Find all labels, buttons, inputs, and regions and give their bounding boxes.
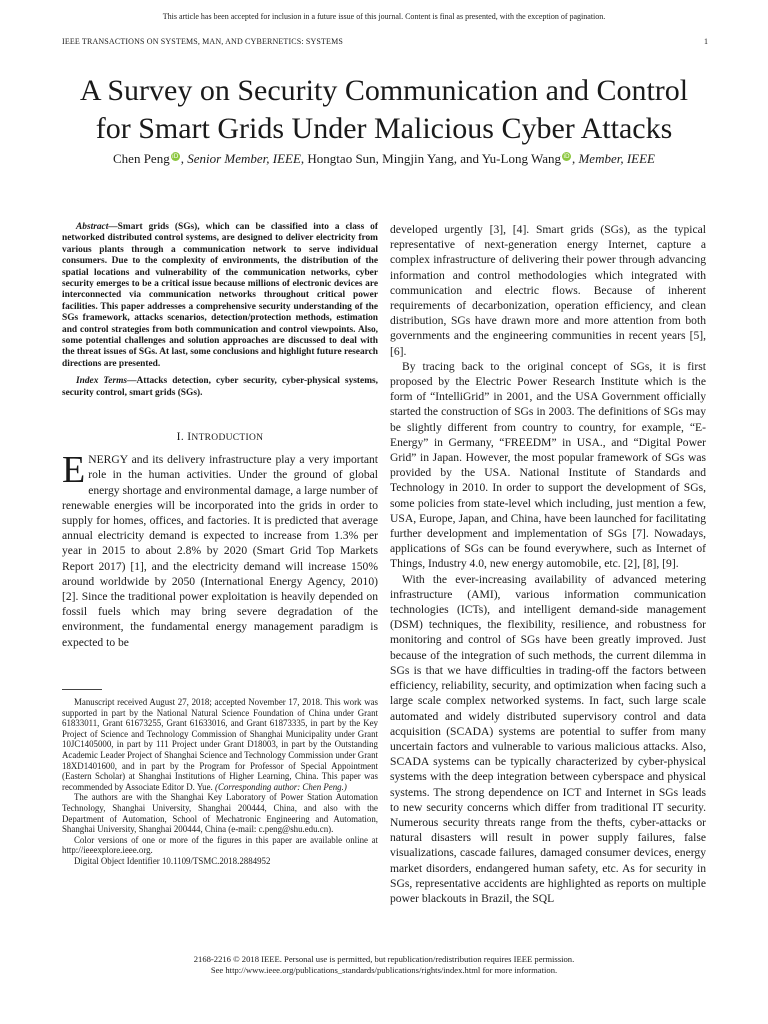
abstract-label: Abstract [76, 222, 109, 232]
title-line-1: A Survey on Security Communication and Control [79, 74, 689, 107]
copyright-footer [0, 954, 768, 976]
journal-name: IEEE TRANSACTIONS ON SYSTEMS, MAN, AND CYBERNETICS: SYSTEMS [62, 37, 343, 46]
index-terms-label: Index Terms [76, 376, 128, 387]
acceptance-notice: This article has been accepted for inclusion in a future issue of this journal. Content is final as presented, with the exception of pagination. [162, 12, 606, 21]
footnote-color: Color versions of one or more of the figures in this paper are available online at http://ieeexplore.ieee.org. [62, 834, 378, 856]
footnote-rule [62, 689, 102, 690]
left-column [62, 222, 378, 650]
drop-cap: E [62, 449, 86, 492]
footnotes [62, 697, 378, 867]
page-number: 1 [704, 37, 708, 46]
right-column [390, 222, 706, 906]
index-terms [62, 376, 378, 399]
section-heading-introduction [62, 429, 378, 446]
paper-title [30, 72, 738, 148]
footnote-manuscript [62, 697, 378, 792]
intro-caps: NERGY [88, 453, 128, 467]
abstract-text: —Smart grids (SGs), which can be classified into a class of networked distributed control systems, are designed to deliver electricity from various plants through a communication network to serve individual consumers. Due to the complexity of environments, the distribution of the spatial locations and vulnerability of the communication networks, cyber security emerges to be a critical issue because millions of electronic devices are interconnected via communication networks throughout critical power facilities. This paper addresses a comprehensive security understanding of the SGs framework, attacks scenarios, detection/protection methods, estimation and control strategies from both communication and control viewpoints. Also, some potential challenges and solution approaches are discussed to deal with the threat issues of SGs. At last, some conclusions and highlight future research directions are presented. [62, 222, 378, 369]
section-title-initial: I [187, 430, 192, 444]
intro-paragraph [62, 449, 378, 650]
copyright-line-1: 2168-2216 © 2018 IEEE. Personal use is permitted, but republication/redistribution requires IEEE permission. [193, 954, 575, 964]
author-others: Hongtao Sun, Mingjin Yang, and Yu-Long Wang [307, 151, 561, 166]
footnote-manuscript-text: Manuscript received August 27, 2018; accepted November 17, 2018. This work was supported in part by the National Natural Science Foundation of China under Grant 61833011, Grant 61673255, Grant 61633016, and Grant 61873335, in part by the Key Project of Science and Technology Commission of Shanghai Municipality under Grant 10JC1405000, in part by 111 Project under Grant D18003, in part by the Outstanding Academic Leader Project of Shanghai Science and Technology Commission under Grant 18XD1401600, and in part by the Program for Professor of Special Appointment (Eastern Scholar) at Shanghai Institutions of Higher Learning, China. This paper was recommended by Associate Editor D. Yue. [62, 697, 378, 792]
body-paragraph-3: With the ever-increasing availability of advanced metering infrastructure (AMI), various information communication technologies (ICTs), and intelligent demand-side management (DSM) techniques, the flexibility, resilience, and robustness for monitoring and control of SGs have been greatly improved. Just because of the integration of such methods, the current dilemma in SGs is that we have difficulties in trading-off the factors between efficiency, reliability, security, and optimization when facing such a large scale complex networked systems. In fact, such large scale automated and widely distributed supervisory control and data acquisition (SCADA) systems are potential to suffer from many uncertain factors and vulnerable to various malicious attacks. Also, SCADA systems can be typically characterized by cyber-physical systems with the deep integration between cyberspace and physical systems. The strong dependence on ICT and Internet in SGs leads to new security concerns which differ from traditional IT security. Numerous security threats range from the thefts, cyber-attacks or natural disasters will result in power supply failures, false visualizations, cascade failures, damaged consumer devices, energy market disorders, endangered human safety, etc. As for security in SGs, representative accidents are highlighted as reports on multiple power blackouts in Brazil, the SQL [390, 572, 706, 905]
section-numeral: I. [176, 430, 185, 444]
body-paragraph-2: By tracing back to the original concept of SGs, it is first proposed by the Electric Power Research Institute which is the form of “IntelliGrid” in 2001, and the USA Government officially started the construction of SGs in 2003. The definitions of SGs may be slightly different from country to country, for example, “E-Energy” in Germany, “FREEDM” in USA., and “Digital Power Grid” in Japan. However, the most popular framework of SGs was provided by the USA. National Institute of Standards and Technology in 2010. In order to support the development of SGs, some policies from state-level which including, just mention a few, USA, Europe, Japan, and China, have been launched for facilitating further development and implementation of SGs [7]. Nowadays, applications of SGs can be found everywhere, such as Internet of Things, Industry 4.0, new energy automobile, etc. [2], [8], [9]. [390, 359, 706, 571]
author-list: Chen Peng iD , Senior Member, IEEE, Hongtao Sun, Mingjin Yang, and Yu-Long Wang iD , Member, IEEE [113, 151, 655, 166]
footnote-authors: The authors are with the Shanghai Key Laboratory of Power Station Automation Technology, Shanghai University, Shanghai 200444, China, and also with the Department of Automation, School of Mechatronic Engineering and Automation, Shanghai University, Shanghai 200444, China (e-mail: c.peng@shu.edu.cn). [62, 792, 378, 835]
orcid-icon[interactable]: iD [172, 153, 179, 160]
index-terms-text: —Attacks detection, cyber security, cyber-physical systems, security control, smart grids (SGs). [62, 376, 378, 398]
footnote-doi: Digital Object Identifier 10.1109/TSMC.2018.2884952 [74, 855, 271, 866]
copyright-line-2: See http://www.ieee.org/publications_standards/publications/rights/index.html for more information. [210, 965, 558, 975]
title-line-2: for Smart Grids Under Malicious Cyber Attacks [95, 112, 673, 145]
body-paragraph-1: developed urgently [3], [4]. Smart grids (SGs), as the typical representative of next-generation energy Internet, capture a complex infrastructure of delivering their power through advancing information and control methodologies which integrated with communication and electric flows. Because of inherent requirements of decarbonization, operation efficiency, and clean distribution, SGs have drawn more and more attention from both governments and the engineering communities in recent years [5], [6]. [390, 223, 706, 358]
footnote-corresponding: (Corresponding author: Chen Peng.) [214, 781, 347, 792]
author-role-senior: Senior Member, IEEE [187, 151, 301, 166]
orcid-icon[interactable]: iD [563, 153, 570, 160]
author-role-member: Member, IEEE [578, 151, 655, 166]
abstract [62, 222, 378, 370]
section-title-rest: NTRODUCTION [191, 433, 264, 444]
intro-text: and its delivery infrastructure play a very important role in the human activities. Under the ground of global energy shortage and environmental damage, a large number of renewable energies will be incorporated into the grids in order to supply for homes, offices, and factories. It is predicted that average annual electricity demand is expected to increase from 1.3% per year in 2015 to about 2.8% by 2020 (Smart Grid Top Markets Report 2017) [1], and the electricity demand will increase 150% around worldwide by 2050 (International Energy Agency, 2010) [2]. Since the traditional power exploitation is heavily depended on fossil fuels which may bring severe degradation of the environment, the fundamental energy management paradigm is expected to be [62, 453, 378, 649]
author-chen-peng: Chen Peng [113, 151, 170, 166]
